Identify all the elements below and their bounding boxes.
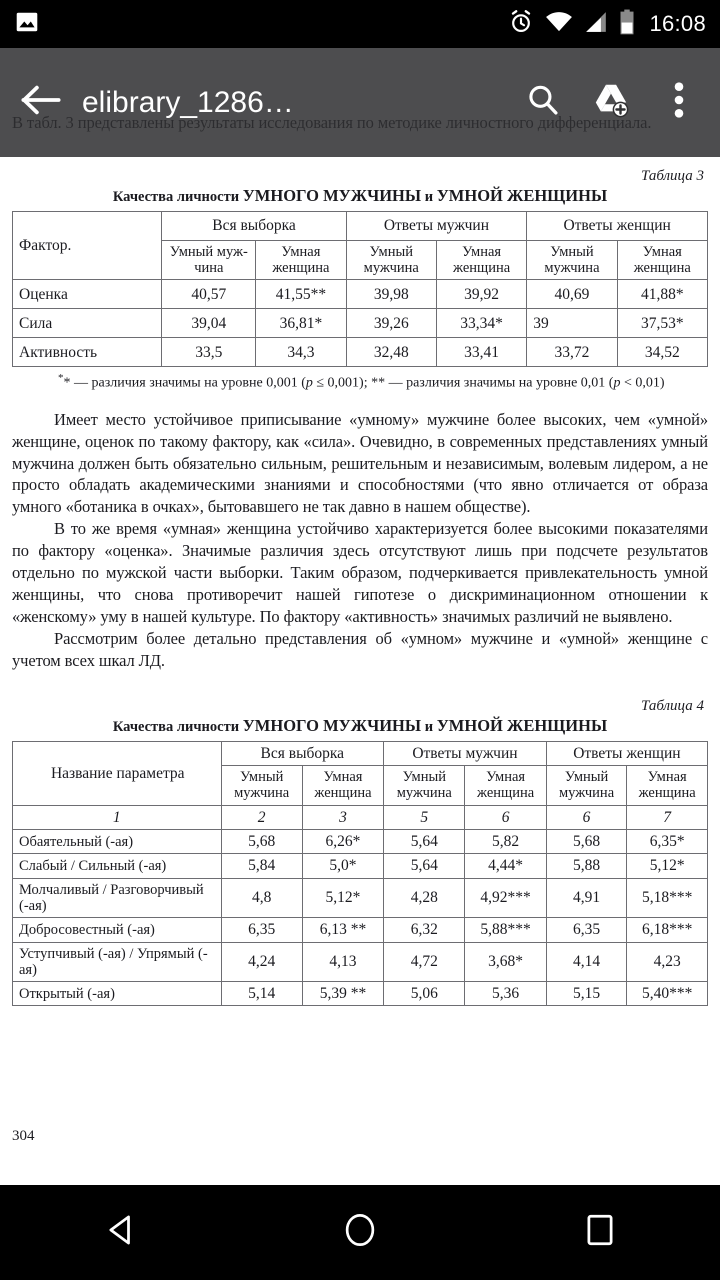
footnote-p1: p	[305, 376, 313, 392]
table4-cell-4-3: 3,68*	[465, 942, 546, 981]
table4-cell-1-1: 5,0*	[302, 854, 383, 878]
table4-corner-header: Название параметра	[13, 741, 222, 805]
table4-sub-header-2: Умный мужчина	[384, 766, 465, 805]
table3-title	[12, 186, 708, 206]
table-row	[13, 878, 708, 917]
image-icon	[14, 9, 40, 40]
table-row	[13, 338, 708, 367]
search-icon	[525, 82, 561, 123]
table3-cell-0-0: 40,57	[162, 280, 256, 309]
table3-cell-0-1: 41,55**	[256, 280, 346, 309]
nav-recents-square-icon	[585, 1213, 615, 1252]
table3-cell-2-5: 34,52	[617, 338, 707, 367]
table4-cell-2-0: 4,8	[221, 878, 302, 917]
footnote-p2: p	[613, 376, 621, 392]
table3-title-main: УМНОГО МУЖЧИНЫ	[242, 186, 422, 205]
table4-colnum-6: 7	[627, 805, 708, 829]
back-arrow-icon	[21, 83, 61, 122]
table4-sub-header-1: Умная женщина	[302, 766, 383, 805]
table4-cell-3-4: 6,35	[546, 918, 627, 942]
table3-number: Таблица 3	[641, 168, 704, 184]
body-paragraph-2: В то же время «умная» женщина устойчиво характеризуется более высокими показателями по фактору «оценка». Значимые различия здесь отсутствуют лишь при подсчете результатов отдельно по мужской части выборки. Таким образом, подчеркивается привлекательность умной женщины, что снова противоречит нашей гипотезе о дискриминационном отношении к «женскому» уму в нашей культуре. По фактору «активность» значимых различий не выявлено.	[12, 519, 708, 627]
footnote-part2: ≤ 0,001); ** — различия значимы на уровне 0,01 (	[312, 376, 614, 392]
table4-column-number-row	[13, 805, 708, 829]
table4-cell-3-0: 6,35	[221, 918, 302, 942]
status-bar	[0, 0, 720, 48]
status-bar-notifications	[14, 9, 40, 40]
table4-colnum-5: 6	[546, 805, 627, 829]
table4-cell-2-5: 5,18***	[627, 878, 708, 917]
toolbar-actions	[516, 76, 706, 130]
table3-cell-2-4: 33,72	[527, 338, 617, 367]
table3-cell-1-2: 39,26	[346, 309, 436, 338]
table3-sub-header-4: Умный мужчина	[527, 241, 617, 280]
table3-cell-1-3: 33,34*	[436, 309, 526, 338]
table3-title-main2: УМНОЙ ЖЕНЩИНЫ	[436, 186, 608, 205]
table3-group-header-0: Вся выборка	[162, 212, 346, 241]
table4-cell-5-4: 5,15	[546, 982, 627, 1006]
table3-sub-header-3: Умная женщина	[436, 241, 526, 280]
table4-cell-0-5: 6,35*	[627, 830, 708, 854]
table3-group-header-1: Ответы мужчин	[346, 212, 527, 241]
table4-cell-3-5: 6,18***	[627, 918, 708, 942]
table4-title-main: УМНОГО МУЖЧИНЫ	[242, 715, 422, 735]
table4-colnum-2: 3	[302, 805, 383, 829]
table4-cell-5-5: 5,40***	[627, 982, 708, 1006]
table4-colnum-4: 6	[465, 805, 546, 829]
alarm-icon	[508, 9, 534, 40]
overflow-menu-button[interactable]	[652, 76, 706, 130]
table4-cell-1-4: 5,88	[546, 854, 627, 878]
table3-cell-0-3: 39,92	[436, 280, 526, 309]
nav-back-button[interactable]	[60, 1185, 180, 1280]
table3-cell-0-2: 39,98	[346, 280, 436, 309]
table4-number: Таблица 4	[641, 697, 704, 714]
table3-cell-0-5: 41,88*	[617, 280, 707, 309]
nav-recents-button[interactable]	[540, 1185, 660, 1280]
table4-row-0-label: Обаятельный (-ая)	[13, 830, 222, 854]
table-row	[13, 918, 708, 942]
table4-cell-1-3: 4,44*	[465, 854, 546, 878]
table4-group-header-row	[13, 741, 708, 765]
system-navigation-bar	[0, 1185, 720, 1280]
table3-cell-1-4: 39	[527, 309, 617, 338]
table3-cell-1-5: 37,53*	[617, 309, 707, 338]
table4-title-prefix: Качества личности	[112, 718, 243, 735]
table3-title-prefix: Качества личности	[112, 189, 243, 205]
table-row	[13, 982, 708, 1006]
cell-signal-icon	[584, 9, 608, 40]
table3-cell-1-0: 39,04	[162, 309, 256, 338]
table4-cell-4-0: 4,24	[221, 942, 302, 981]
table4-sub-header-3: Умная женщина	[465, 766, 546, 805]
nav-back-triangle-icon	[104, 1213, 136, 1252]
footnote-part3: < 0,01)	[620, 376, 665, 392]
table4-title-conj: и	[421, 718, 437, 735]
table4-cell-5-2: 5,06	[384, 982, 465, 1006]
back-button[interactable]	[14, 76, 68, 130]
table-row	[13, 942, 708, 981]
nav-home-circle-icon	[342, 1212, 378, 1253]
table4-cell-4-4: 4,14	[546, 942, 627, 981]
table4-cell-1-5: 5,12*	[627, 854, 708, 878]
table4-cell-2-4: 4,91	[546, 878, 627, 917]
document-title: elibrary_1286…	[82, 85, 294, 119]
table4[interactable]	[12, 741, 708, 1007]
table4-sub-header-0: Умный мужчина	[221, 766, 302, 805]
table3-group-header-2: Ответы женщин	[527, 212, 708, 241]
body-paragraph-1: Имеет место устойчивое приписывание «умному» мужчине более высоких, чем «умной» женщине, оценок по такому фактору, как «сила». Очевидно, в современных представлениях умный мужчина должен быть обязательно сильным, решительным и независимым, волевым лидером, а не просто обладать академическими знаниями и способностями (что явно отличается от образа умного «ботаника в очках», бытовавшего не так давно в нашем обществе).	[12, 409, 708, 517]
table-row	[13, 854, 708, 878]
table4-block	[12, 698, 708, 1007]
table4-row-3-label: Добросовестный (-ая)	[13, 918, 222, 942]
table4-cell-0-0: 5,68	[221, 830, 302, 854]
table4-cell-5-3: 5,36	[465, 982, 546, 1006]
table3-cell-0-4: 40,69	[527, 280, 617, 309]
table4-cell-0-1: 6,26*	[302, 830, 383, 854]
table3-cell-1-1: 36,81*	[256, 309, 346, 338]
table4-colnum-0: 1	[13, 805, 222, 829]
table4-cell-1-0: 5,84	[221, 854, 302, 878]
table3[interactable]	[12, 211, 708, 367]
table4-cell-0-2: 5,64	[384, 830, 465, 854]
table4-cell-2-3: 4,92***	[465, 878, 546, 917]
wifi-icon	[545, 9, 573, 40]
table4-sub-header-5: Умная женщина	[627, 766, 708, 805]
table3-row-2-label: Активность	[13, 338, 162, 367]
table3-sub-header-2: Умный мужчина	[346, 241, 436, 280]
table4-cell-3-2: 6,32	[384, 918, 465, 942]
table4-cell-1-2: 5,64	[384, 854, 465, 878]
table3-sub-header-0: Умный муж-чина	[162, 241, 256, 280]
table-row	[13, 280, 708, 309]
table4-title	[12, 716, 708, 736]
drive-add-icon	[592, 82, 630, 123]
status-bar-clock: 16:08	[649, 11, 706, 36]
table3-block	[12, 168, 708, 393]
table4-group-header-0: Вся выборка	[221, 741, 384, 765]
table4-group-header-2: Ответы женщин	[546, 741, 707, 765]
body-paragraph-3: Рассмотрим более детально представления об «умном» мужчине и «умной» женщине с учетом всех шкал ЛД.	[12, 629, 708, 670]
table-row	[13, 830, 708, 854]
table3-cell-2-3: 33,41	[436, 338, 526, 367]
table4-cell-2-2: 4,28	[384, 878, 465, 917]
table4-cell-4-5: 4,23	[627, 942, 708, 981]
table4-cell-4-1: 4,13	[302, 942, 383, 981]
table4-cell-4-2: 4,72	[384, 942, 465, 981]
table4-cell-5-0: 5,14	[221, 982, 302, 1006]
table4-row-4-label: Уступчивый (-ая) / Упрямый (-ая)	[13, 942, 222, 981]
nav-home-button[interactable]	[300, 1185, 420, 1280]
more-vertical-icon	[672, 81, 686, 124]
table3-group-header-row	[13, 212, 708, 241]
search-button[interactable]	[516, 76, 570, 130]
table4-cell-0-3: 5,82	[465, 830, 546, 854]
footnote-part1: * — различия значимы на уровне 0,001 (	[63, 376, 306, 392]
table3-footnote	[12, 372, 708, 392]
table3-row-0-label: Оценка	[13, 280, 162, 309]
table-row	[13, 309, 708, 338]
table4-colnum-3: 5	[384, 805, 465, 829]
table4-row-5-label: Открытый (-ая)	[13, 982, 222, 1006]
table3-cell-2-2: 32,48	[346, 338, 436, 367]
table3-cell-2-0: 33,5	[162, 338, 256, 367]
table4-colnum-1: 2	[221, 805, 302, 829]
table3-sub-header-5: Умная женщина	[617, 241, 707, 280]
table4-cell-3-3: 5,88***	[465, 918, 546, 942]
add-to-drive-button[interactable]	[584, 76, 638, 130]
table3-cell-2-1: 34,3	[256, 338, 346, 367]
footnote-asterisk: *	[58, 372, 64, 385]
table4-title-main2: УМНОЙ ЖЕНЩИНЫ	[436, 715, 608, 735]
page-number: 304	[12, 1128, 35, 1144]
table4-group-header-1: Ответы мужчин	[384, 741, 547, 765]
table3-sub-header-1: Умная женщина	[256, 241, 346, 280]
table4-cell-3-1: 6,13 **	[302, 918, 383, 942]
table3-title-conj: и	[421, 189, 437, 205]
battery-icon	[619, 9, 635, 40]
table4-row-2-label: Молчаливый / Разговорчивый (-ая)	[13, 878, 222, 917]
table4-sub-header-4: Умный мужчина	[546, 766, 627, 805]
table4-cell-5-1: 5,39 **	[302, 982, 383, 1006]
table3-corner-header: Фактор.	[13, 212, 162, 280]
table4-cell-2-1: 5,12*	[302, 878, 383, 917]
status-bar-system-icons	[508, 9, 706, 40]
table4-row-1-label: Слабый / Сильный (-ая)	[13, 854, 222, 878]
table4-cell-0-4: 5,68	[546, 830, 627, 854]
app-toolbar	[0, 48, 720, 157]
table3-row-1-label: Сила	[13, 309, 162, 338]
